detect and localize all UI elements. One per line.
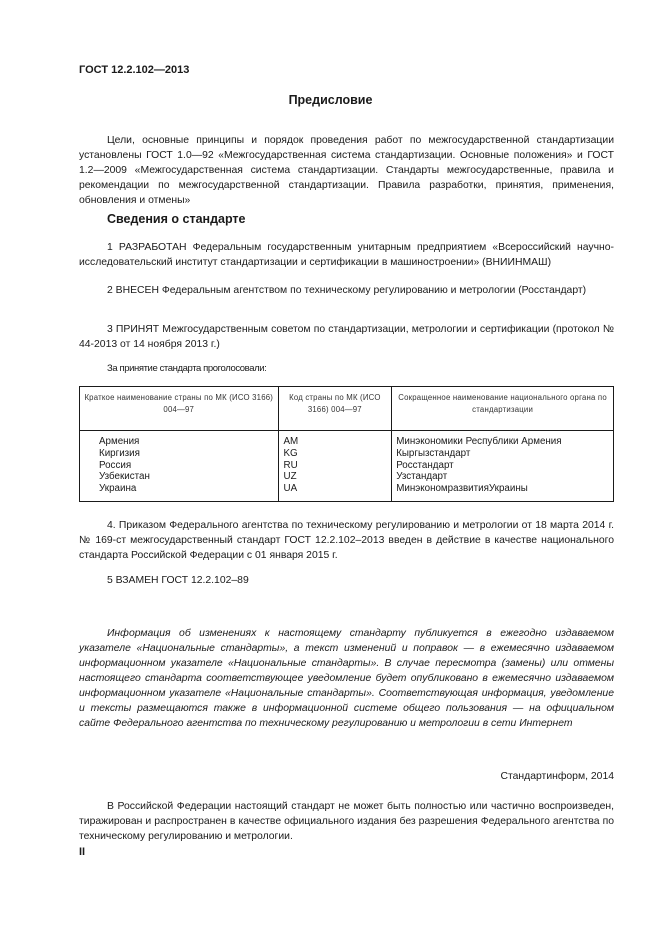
- vote-caption: За принятие стандарта проголосовали:: [107, 363, 267, 374]
- code-cell: AM: [278, 431, 392, 448]
- item-enacted: 4. Приказом Федерального агентства по техническому регулированию и метрологии от 18 марта 2014 г. № 169-ст межгосударственный стандарт ГОСТ 12.2.102–2013 введен в действие в качестве национального стандарта Российской Федерации с 01 января 2015 г.: [79, 520, 614, 561]
- vote-table-header: [80, 387, 614, 431]
- country-cell: Россия: [80, 460, 279, 472]
- section-title: Сведения о стандарте: [107, 212, 246, 226]
- info-notice: Информация об изменениях к настоящему стандарту публикуется в ежегодно издаваемом указателе «Национальные стандарты», а текст изменений и поправок — в ежемесячно издаваемом информационном указателе «Национальные стандарты». В случае пересмотра (замены) или отмены настоящего стандарта соответствующее уведомление будет опубликовано в ежемесячно издаваемом информационном указателе «Национальные стандарты». Соответствующая информация, уведомление и тексты размещаются также в информационной системе общего пользования — на официальном сайте Федерального агентства по техническому регулированию и метрологии в сети Интернет: [79, 628, 614, 729]
- publisher-line: Стандартинформ, 2014: [500, 771, 614, 782]
- country-cell: Украина: [80, 483, 279, 501]
- header-country: Краткое наименование страны по МК (ИСО 3166) 004—97: [80, 387, 279, 431]
- code-cell: KG: [278, 448, 392, 460]
- table-row: [80, 483, 614, 501]
- page-title: Предисловие: [288, 93, 373, 107]
- copyright-notice: В Российской Федерации настоящий стандарт не может быть полностью или частично воспроизведен, тиражирован и распространен в качестве официального издания без разрешения Федерального агентства по техническому регулированию и метрологии.: [79, 801, 614, 842]
- table-row: [80, 471, 614, 483]
- table-row: [80, 431, 614, 448]
- agency-cell: Кыргызстандарт: [392, 448, 614, 460]
- intro-paragraph: Цели, основные принципы и порядок проведения работ по межгосударственной стандартизации установлены ГОСТ 1.0—92 «Межгосударственная система стандартизации. Основные положения» и ГОСТ 1.2—2009 «Межгосударственная система стандартизации. Стандарты межгосударственные, правила и рекомендации по межгосударственной стандартизации. Правила разработки, принятия, применения, обновления и отмены»: [79, 135, 614, 206]
- vote-table: [79, 386, 614, 502]
- item-adopted: 3 ПРИНЯТ Межгосударственным советом по стандартизации, метрологии и сертификации (протокол № 44-2013 от 14 ноября 2013 г.): [79, 324, 614, 350]
- header-agency: Сокращенное наименование национального органа по стандартизации: [392, 387, 614, 431]
- country-cell: Киргизия: [80, 448, 279, 460]
- agency-cell: Росстандарт: [392, 460, 614, 472]
- code-cell: UA: [278, 483, 392, 501]
- item-replaces: 5 ВЗАМЕН ГОСТ 12.2.102–89: [107, 575, 249, 586]
- country-cell: Узбекистан: [80, 471, 279, 483]
- item-introduced: 2 ВНЕСЕН Федеральным агентством по техническому регулированию и метрологии (Росстандарт): [107, 285, 587, 296]
- standard-code-header: ГОСТ 12.2.102—2013: [79, 64, 190, 76]
- code-cell: UZ: [278, 471, 392, 483]
- agency-cell: Минэкономики Республики Армения: [392, 431, 614, 448]
- code-cell: RU: [278, 460, 392, 472]
- item-developed: 1 РАЗРАБОТАН Федеральным государственным унитарным предприятием «Всероссийский научно-исследовательский институт стандартизации и сертификации в машиностроении» (ВНИИНМАШ): [79, 242, 614, 268]
- page-number: II: [79, 846, 86, 858]
- agency-cell: Узстандарт: [392, 471, 614, 483]
- header-code: Код страны по МК (ИСО 3166) 004—97: [278, 387, 392, 431]
- table-row: [80, 460, 614, 472]
- table-row: [80, 448, 614, 460]
- agency-cell: МинэкономразвитияУкраины: [392, 483, 614, 501]
- country-cell: Армения: [80, 431, 279, 448]
